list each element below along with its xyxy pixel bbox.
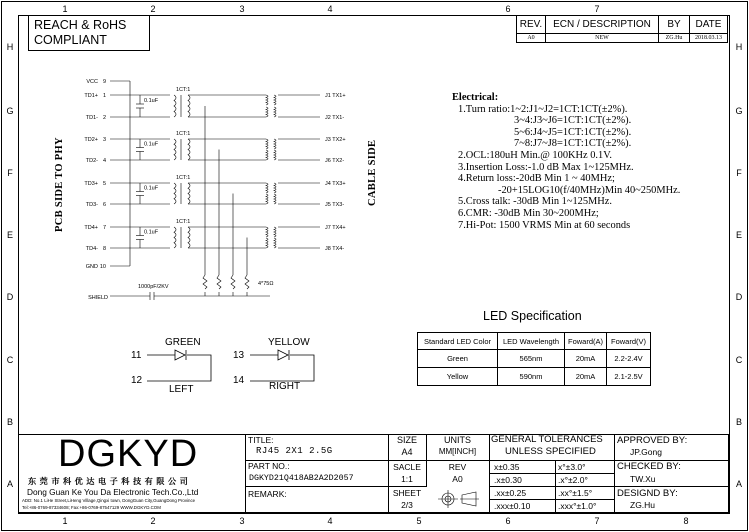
transformer-coil [174,227,176,248]
electrical-title: Electrical: [452,92,499,103]
row-mark: D [6,292,14,302]
tolerance-title-1: GENERAL TOLERANCES [491,434,603,445]
led-cell: 2.2-2.4V [607,350,651,368]
cap-label: 0.1uF [144,98,159,104]
led-left-color: GREEN [165,337,201,348]
row-mark: A [735,479,742,489]
row-mark: H [735,42,743,52]
compliance-line2: COMPLIANT [34,33,107,47]
choke-coil [266,194,268,204]
left-pin-number: 7 [102,225,106,231]
left-pin-number: 1 [102,93,106,99]
ratio-label: 1CT:1 [176,219,191,225]
col-mark: 4 [327,516,333,526]
col-mark: 6 [505,516,511,526]
title-value: RJ45 2X1 2.5G [256,446,333,456]
transformer-coil [174,139,176,160]
electrical-line: 7.Hi-Pot: 1500 VRMS Min at 60 seconds [458,219,631,231]
choke-coil [274,194,276,204]
transformer-coil [188,183,190,204]
left-pin-label: GND [85,264,98,270]
choke-coil [266,95,268,105]
part-label: PART NO.: [248,461,290,471]
col-mark: 1 [62,516,68,526]
electrical-line: 3~4:J3~J6=1CT:1CT(±2%). [514,115,632,127]
row-mark: F [7,168,13,178]
tol-angular: .xx°±1.5° [558,488,593,498]
right-pin-label: J7 TX4+ [325,225,346,231]
rev-cell: A0 [517,34,546,43]
led-cell: 2.1-2.5V [607,368,651,386]
tol-linear: .xxx±0.10 [494,501,531,511]
rev-cell: NEW [546,34,659,43]
left-pin-number: 9 [102,79,106,85]
company-address: ADD: No.1 LiHe Street,LiHeng Village,Qingxi town, DongGuan City,GuangDong Province [22,498,196,503]
checked-label: CHECKED BY: [617,461,681,472]
right-pin-label: J5 TX3- [325,202,345,208]
units-cell [426,434,489,458]
approved-label: APPROVED BY: [617,435,688,446]
transformer-coil [174,95,176,117]
col-mark: 2 [150,4,156,14]
right-pin-label: J3 TX2+ [325,137,346,143]
choke-coil [266,238,268,248]
rev-header: ECN / DESCRIPTION [546,16,659,34]
projection-symbol-icon [436,488,482,510]
choke-coil [274,107,276,117]
row-mark: G [6,106,14,116]
electrical-line: 7~8:J7~J8=1CT:1CT(±2%). [514,138,632,150]
scale-cell [388,461,426,485]
led-left-pin-a: 11 [131,350,142,361]
remark-label: REMARK: [248,489,287,499]
choke-coil [274,227,276,237]
resistor [231,275,235,289]
row-mark: B [735,417,742,427]
led-cell: Green [418,350,498,368]
led-cell: 20mA [565,368,607,386]
led-right-pin-a: 13 [233,350,245,361]
col-mark: 6 [505,4,511,14]
left-pin-number: 10 [99,264,106,270]
electrical-line: 5~6:J4~J5=1CT:1CT(±2%). [514,126,632,138]
rev-value: A0 [452,474,463,484]
units-value: MM[INCH] [438,447,477,456]
led-right-color: YELLOW [268,337,310,348]
col-mark: 3 [239,4,245,14]
tol-angular: .x°±2.0° [558,475,588,485]
revision-table [516,15,728,43]
led-header: Standard LED Color [418,333,498,350]
led-cell: 20mA [565,350,607,368]
resistor [245,275,249,289]
size-value: A4 [401,447,413,457]
col-mark: 1 [62,4,68,14]
tol-linear: .xx±0.25 [494,488,527,498]
units-label: UNITS [444,435,471,445]
led-left-symbol [145,345,213,385]
rev-header: DATE [690,16,728,34]
compliance-box [28,15,150,51]
led-left-side: LEFT [169,384,194,395]
left-pin-number: 5 [102,181,106,187]
electrical-line: 6.CMR: -30dB Min 30~200MHz; [458,207,599,219]
choke-coil [266,227,268,237]
electrical-line: 3.Insertion Loss:-1.0 dB Max 1~125MHz. [458,161,634,173]
ratio-label: 1CT:1 [176,87,191,93]
led-cell: 565nm [498,350,565,368]
cap-label: 0.1uF [144,185,159,192]
row-mark: F [736,168,742,178]
electrical-spec [452,92,680,231]
row-mark: H [6,42,14,52]
row-mark: G [735,106,743,116]
rev-header: REV. [517,16,546,34]
row-mark: B [6,417,13,427]
left-pin-label: TD3- [85,202,98,208]
rev-header: BY [659,16,690,34]
choke-coil [274,95,276,105]
transformer-coil [174,183,176,204]
rev-label: REV [448,462,467,472]
transformer-coil [188,95,190,117]
choke-coil [274,139,276,149]
checked-value: TW.Xu [630,474,656,484]
led-left-pin-b: 12 [131,375,143,386]
left-pin-label: TD4- [85,246,98,252]
right-pin-label: J6 TX2- [325,158,345,164]
col-mark: 4 [327,4,333,14]
size-label: SIZE [396,435,417,445]
transformer-coil [188,227,190,248]
left-pin-number: 2 [102,115,106,121]
company-name-cn: 东 莞 市 科 优 达 电 子 科 技 有 限 公 司 [28,477,189,486]
led-spec-title: LED Specification [483,309,582,323]
left-pin-number: 6 [102,202,106,208]
left-pin-number: 8 [102,246,106,252]
choke-coil [266,139,268,149]
led-cell: Yellow [418,368,498,386]
ratio-label: 1CT:1 [176,175,191,181]
scale-label: SACLE [393,462,421,472]
approved-value: JP.Gong [630,447,662,457]
right-pin-label: J1 TX1+ [325,93,346,99]
transformer-coil [188,139,190,160]
led-spec-table [417,332,651,386]
sheet-value: 2/3 [401,500,413,510]
size-cell [388,434,426,458]
choke-coil [274,238,276,248]
right-pin-label: J8 TX4- [325,246,345,252]
left-pin-label: TD1- [85,115,98,121]
electrical-line: -20+15LOG10(f/40MHz)Min 40~250MHz. [498,184,681,196]
rev-cell-block [426,461,489,485]
choke-coil [266,183,268,193]
pcb-side-label: PCB SIDE TO PHY [54,137,65,232]
choke-coil [274,150,276,160]
led-header: Foward(V) [607,333,651,350]
col-mark: 2 [150,516,156,526]
choke-coil [266,107,268,117]
title-label: TITLE: [248,435,274,445]
company-name-en: Dong Guan Ke You Da Electronic Tech.Co.,Ltd [27,487,199,497]
row-mark: A [6,479,13,489]
row-mark: E [6,230,13,240]
tol-linear: .x±0.30 [494,475,522,485]
rev-cell: ZG.Hu [659,34,690,43]
choke-coil [274,183,276,193]
col-mark: 7 [594,4,600,14]
tol-angular: .xxx°±1.0° [558,501,597,511]
left-pin-label: TD2- [85,158,98,164]
designed-value: ZG.Hu [630,500,656,510]
col-mark: 5 [416,516,422,526]
company-contact: Tel:+86-0769-87334608; Fax:+86-0769-87547129 WWW.DGKYD.COM [22,505,161,510]
tolerance-title [491,434,603,458]
led-cell: 590nm [498,368,565,386]
cap-label: 0.1uF [144,229,159,236]
tol-angular: x°±3.0° [558,462,586,472]
left-pin-number: 4 [102,158,106,164]
rev-cell: 2018.03.13 [690,34,728,43]
company-logo: DGKYD [58,433,199,475]
shield-cap-label: 1000pF/2KV [138,284,169,290]
compliance-line1: REACH & RoHS [34,18,127,32]
col-mark: 7 [594,516,600,526]
sheet-label: SHEET [392,488,422,498]
tol-linear: x±0.35 [494,462,520,472]
choke-coil [266,150,268,160]
row-mark: C [6,355,14,365]
col-mark: 8 [683,516,689,526]
resistor-label: 4*75Ω [258,281,274,287]
cable-side-label: CABLE SIDE [367,139,378,206]
tolerance-title-2: UNLESS SPECIFIED [505,446,596,457]
col-mark: 3 [239,516,245,526]
left-pin-label: TD4+ [84,225,98,231]
row-mark: C [735,355,743,365]
left-pin-label: TD1+ [84,93,98,99]
right-pin-label: J4 TX3+ [325,181,346,187]
row-mark: E [735,230,742,240]
resistor [217,275,221,289]
left-pin-label: TD2+ [84,137,98,143]
led-header: LED Wavelength [498,333,565,350]
led-right-pin-b: 14 [233,375,245,386]
sheet-cell [388,487,426,511]
ratio-label: 1CT:1 [176,131,191,137]
left-pin-number: 3 [102,137,106,143]
left-pin-label: VCC [86,79,98,85]
electrical-line: 1.Turn ratio:1~2:J1~J2=1CT:1CT(±2%). [458,103,628,115]
cap-label: 0.1uF [144,141,159,148]
part-value: DGKYD21Q418AB2A2D2057 [249,474,354,483]
scale-value: 1:1 [401,474,413,484]
led-right-symbol [248,345,316,385]
led-right-side: RIGHT [269,381,301,392]
electrical-line: 4.Return loss:-20dB Min 1 ~ 40MHz; [458,173,615,185]
electrical-line: 2.OCL:180uH Min.@ 100KHz 0.1V. [458,149,612,161]
left-pin-label: TD3+ [84,181,98,187]
designed-label: DESIGND BY: [617,488,678,499]
led-header: Foward(A) [565,333,607,350]
right-pin-label: J2 TX1- [325,115,345,121]
row-mark: D [735,292,743,302]
shield-label: SHIELD [88,295,108,301]
electrical-line: 5.Cross talk: -30dB Min 1~125MHz. [458,196,612,208]
transformer-schematic [70,70,400,310]
resistor [203,275,207,289]
